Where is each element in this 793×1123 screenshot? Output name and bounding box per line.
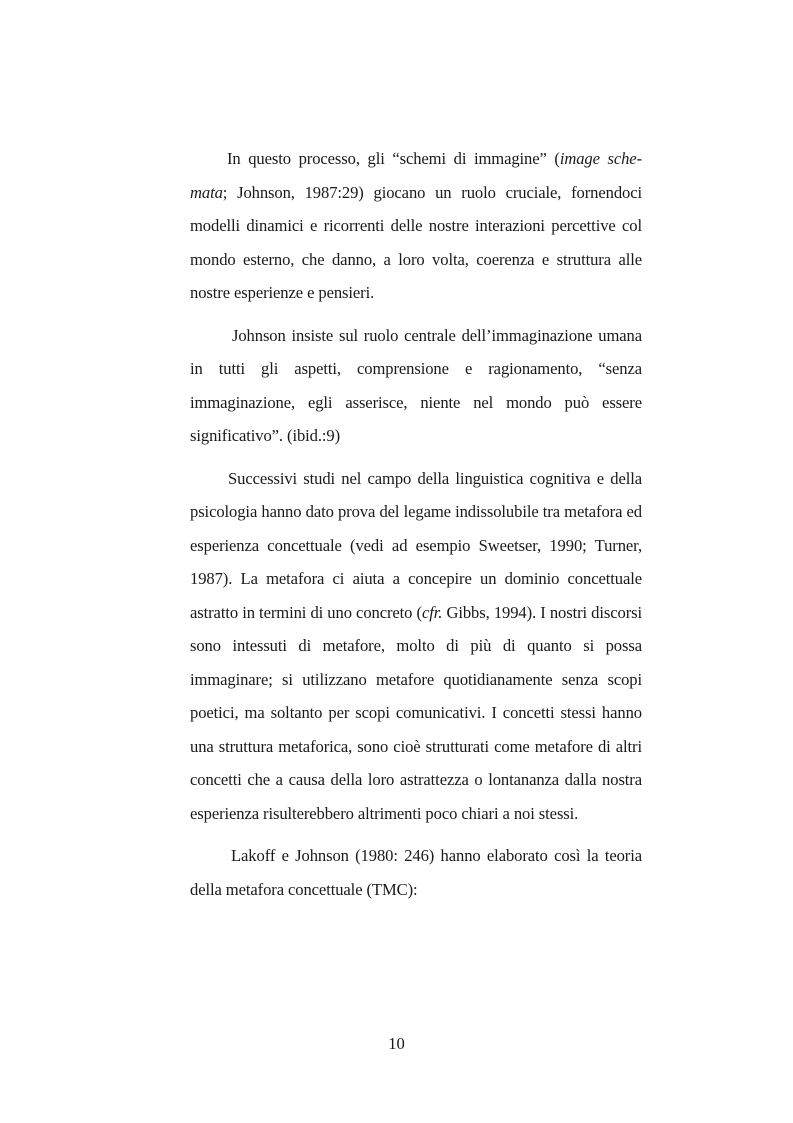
paragraph-text: Johnson insiste sul ruolo centrale dell’immaginazione umana in tutti gli aspetti, comprensione e ragionamento, “senza immaginazione, egli asserisce, niente nel mondo può essere significativo”. (ibid.:9): [190, 325, 642, 445]
italic-term: image sche-mata: [190, 149, 642, 202]
paragraph-text: ; Johnson, 1987:29) giocano un ruolo cruciale, fornendoci modelli dinamici e ricorrenti delle nostre interazioni percettive col mondo esterno, che danno, a loro volta, coerenza e struttura alle nostre esperienze e pensieri.: [190, 182, 642, 302]
italic-term: cfr.: [421, 602, 443, 622]
paragraph-cognitive-studies: [190, 462, 642, 831]
paragraph-text: Lakoff e Johnson (1980: 246) hanno elaborato così la teoria della metafora concettuale (TMC):: [190, 846, 642, 899]
paragraph-lakoff-johnson: [190, 839, 642, 906]
paragraph-text: In questo processo, gli “schemi di immagine” (: [227, 149, 560, 168]
page-number: 10: [388, 1034, 405, 1053]
paragraph-text: Successivi studi nel campo della linguistica cognitiva e della psicologia hanno dato prova del legame indissolubile tra metafora ed esperienza concettuale (vedi ad esempio Sweetser, 1990; Turner, 1987). La metafora ci aiuta a concepire un dominio concettuale astratto in termini di uno concreto (: [190, 468, 642, 622]
paragraph-image-schemata: [190, 142, 642, 310]
paragraph-text: Gibbs, 1994). I nostri discorsi sono intessuti di metafore, molto di più di quanto si possa immaginare; si utilizzano metafore quotidianamente senza scopi poetici, ma soltanto per scopi comunicativi. I concetti stessi hanno una struttura metaforica, sono cioè strutturati come metafore di altri concetti che a causa della loro astrattezza o lontananza dalla nostra esperienza risulterebbero altrimenti poco chiari a noi stessi.: [190, 602, 642, 823]
paragraph-imagination: [190, 319, 642, 453]
page-body: [190, 142, 642, 915]
